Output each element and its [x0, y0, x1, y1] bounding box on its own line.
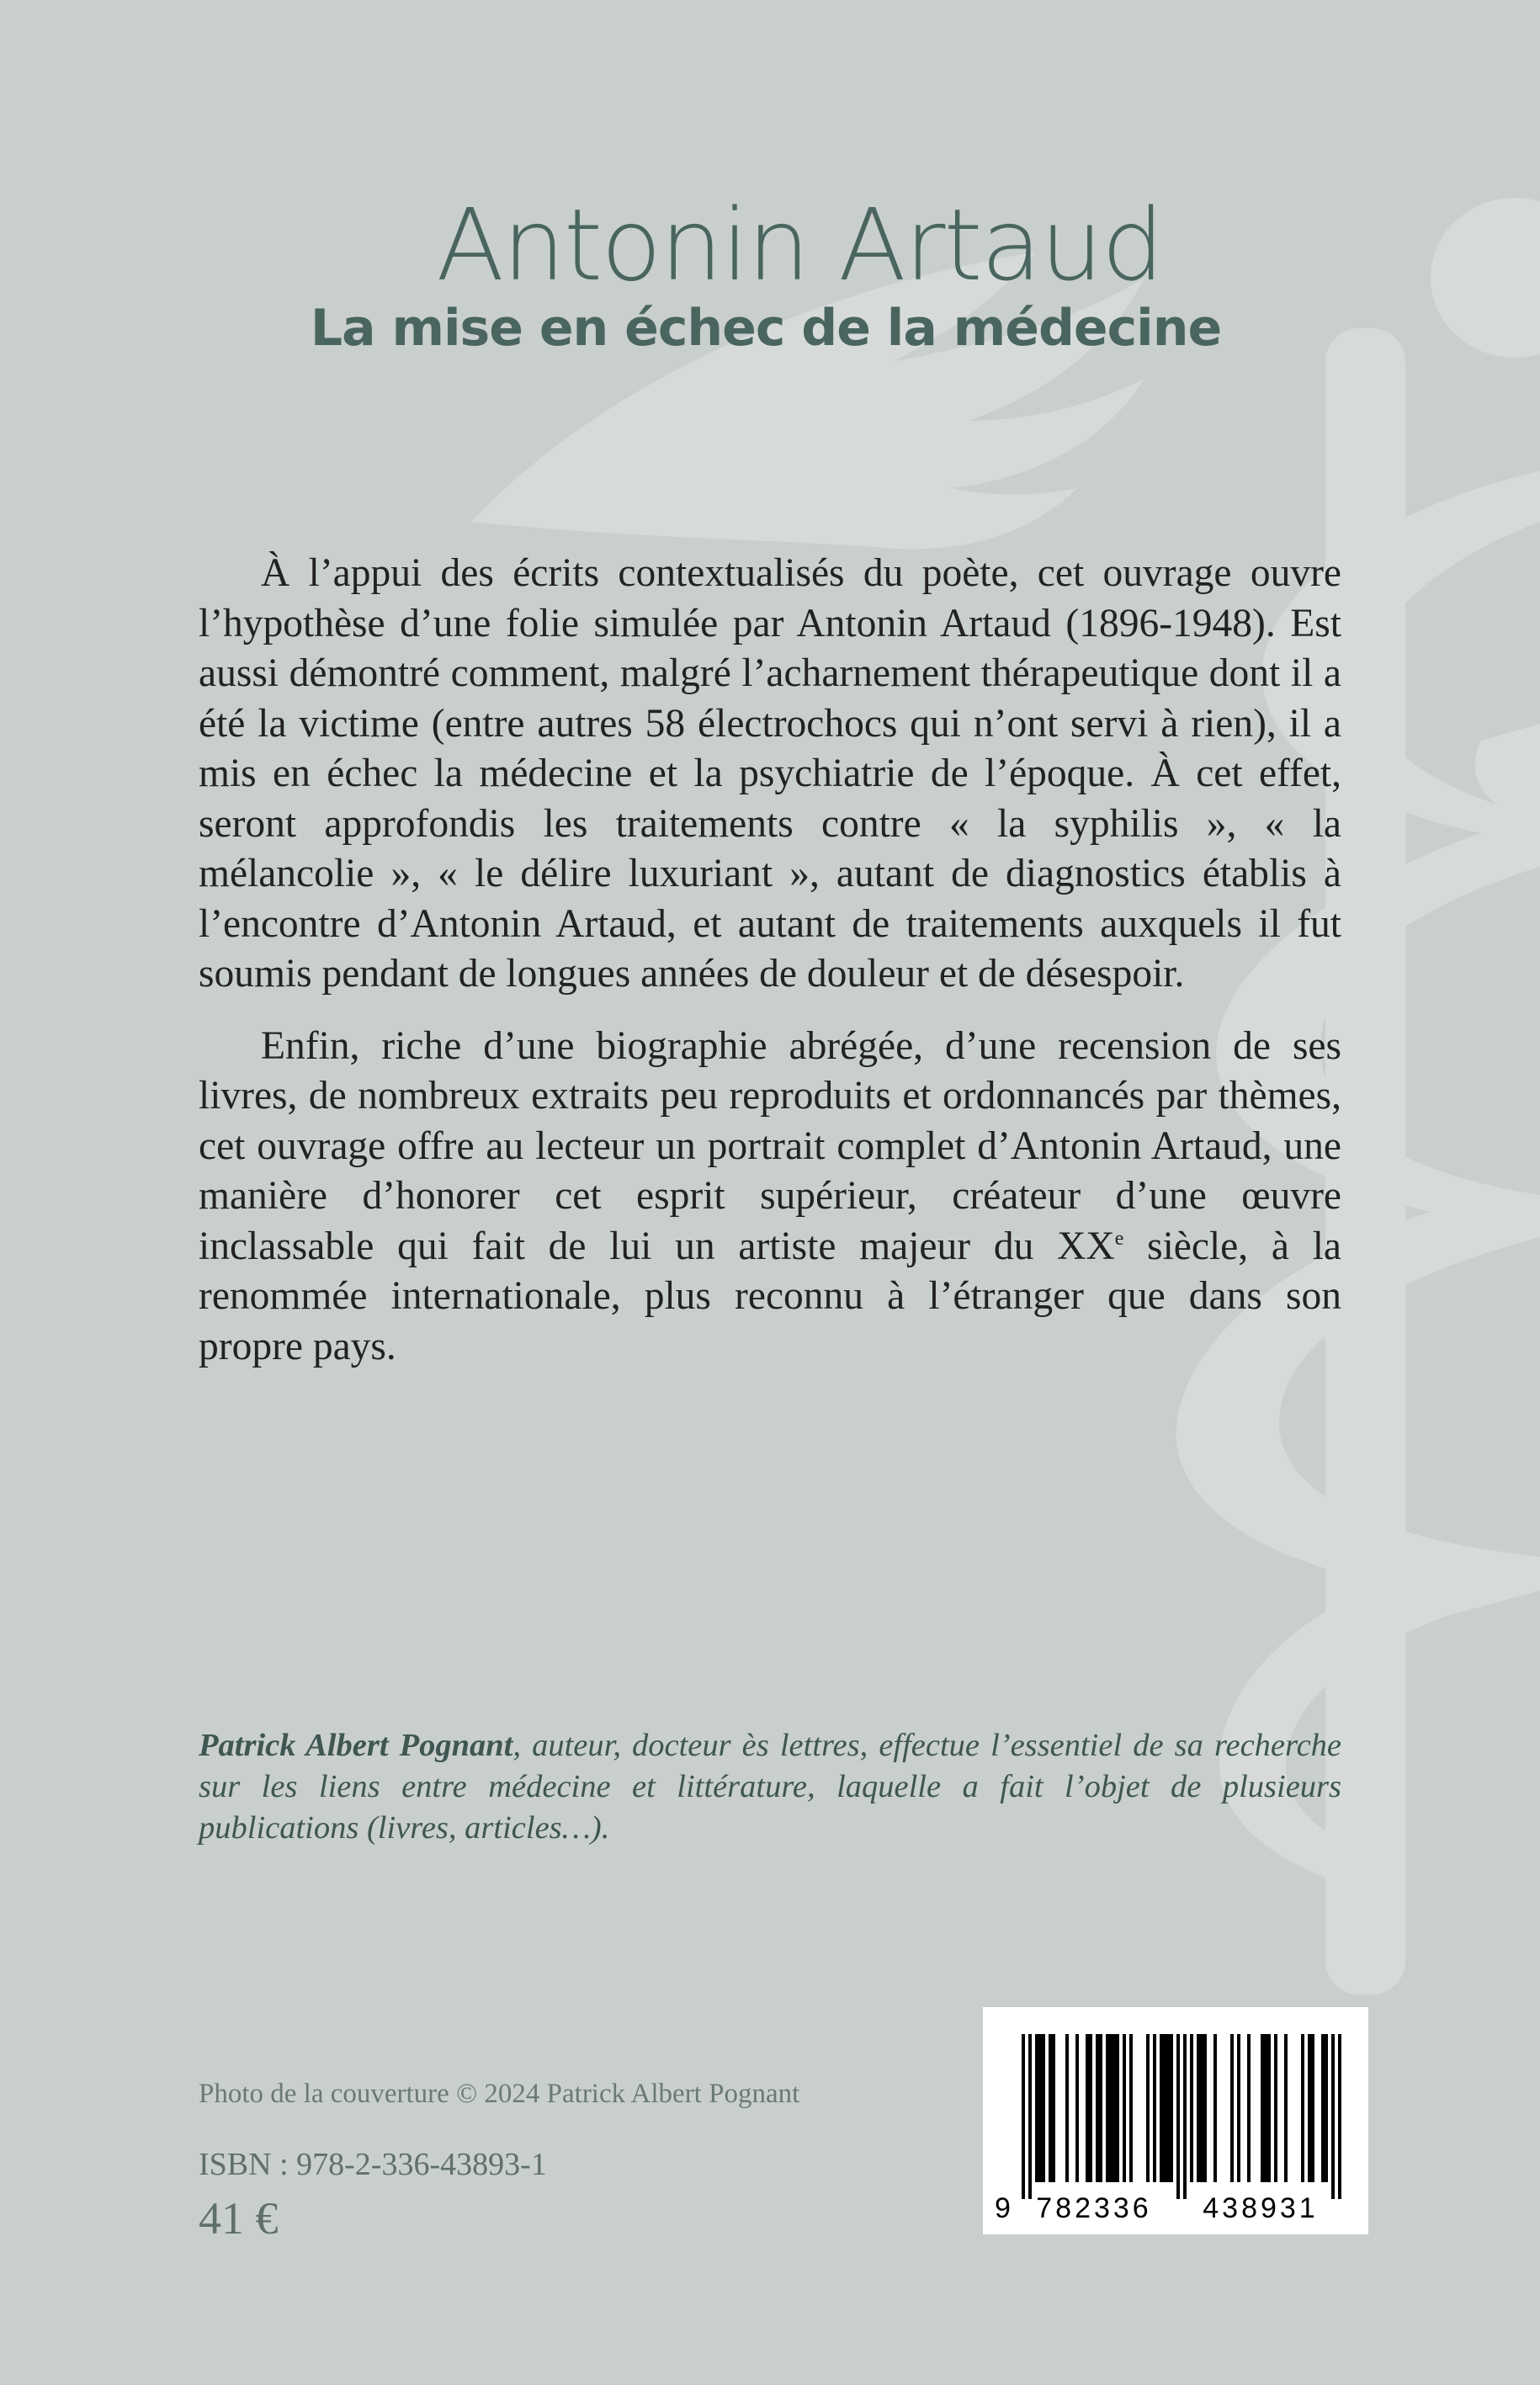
blurb-paragraph-1: À l’appui des écrits contextualisés du poète, cet ouvrage ouvre l’hypothèse d’une folie simulée par Antonin Artaud (1896-1948). Est aussi démontré comment, malgré l’acharnement thérapeutique dont il a été la victime (entre autres 58 électrochocs qui n’ont servi à rien), il a mis en échec la médecine et la psychiatrie de l’époque. À cet effet, seront approfondis les traitements contre « la syphilis », « la mélancolie », « le délire luxuriant », autant de diagnostics établis à l’encontre d’Antonin Artaud, et autant de traitements auxquels il fut soumis pendant de longues années de douleur et de désespoir. [199, 551, 1341, 996]
book-title: Antonin Artaud [436, 187, 1163, 303]
barcode-bar [1321, 2034, 1325, 2182]
barcode-bar [1052, 2034, 1055, 2182]
author-bio [199, 1725, 1341, 1849]
isbn: ISBN : 978-2-336-43893-1 [199, 2147, 547, 2182]
barcode-bar [1160, 2034, 1163, 2182]
barcode-bar [1086, 2034, 1089, 2182]
blurb-paragraph-2-start: Enfin, riche d’une biographie abrégée, d’une recension de ses livres, de nombreux extraits peu reproduits et ordonnancés par thèmes, cet ouvrage offre au lecteur un portrait complet d’Antonin Artaud, une manière d’honorer cet esprit supérieur, créateur d’une œuvre inclassable qui fait de lui un artiste majeur du XX [199, 1023, 1341, 1268]
barcode-bar [1106, 2034, 1109, 2182]
barcode-lead-digit: 9 [995, 2192, 1011, 2224]
barcode-bar [1274, 2034, 1277, 2182]
barcode-bar [1153, 2034, 1156, 2182]
photo-credit: Photo de la couverture © 2024 Patrick Albert Pognant [199, 2079, 800, 2109]
barcode-bar [1035, 2034, 1038, 2182]
staff-knob [1431, 198, 1540, 358]
barcode-bar [1099, 2034, 1102, 2182]
barcode-bar [1308, 2034, 1311, 2182]
century-superscript: e [1114, 1227, 1124, 1250]
barcode-bar [1123, 2034, 1126, 2182]
barcode-bar [1166, 2034, 1170, 2182]
barcode-bar [1065, 2034, 1069, 2182]
barcode-left-digits: 782336 [1036, 2192, 1152, 2224]
barcode-bar [1113, 2034, 1116, 2182]
barcode-bar [1200, 2034, 1203, 2182]
barcode-bar [1301, 2034, 1304, 2182]
barcode-bar [1028, 2034, 1032, 2199]
barcode-bar [1038, 2034, 1042, 2182]
barcode-bar [1267, 2034, 1271, 2182]
barcode [983, 2007, 1368, 2234]
book-subtitle: La mise en échec de la médecine [310, 299, 1222, 358]
barcode-bar [1190, 2034, 1193, 2182]
barcode-bar [1129, 2034, 1133, 2182]
barcode-bar [1109, 2034, 1113, 2182]
barcode-bar [1325, 2034, 1328, 2182]
barcode-bar [1311, 2034, 1314, 2182]
price: 41 € [199, 2193, 279, 2244]
barcode-right-digits: 438931 [1203, 2192, 1319, 2224]
barcode-bar [1022, 2034, 1025, 2199]
author-bio-text: , auteur, docteur ès lettres, effectue l’essentiel de sa recherche sur les liens entre médecine et littérature, laquelle a fait l’objet de plusieurs publications (livres, articles…). [199, 1728, 1341, 1846]
barcode-bar [1146, 2034, 1150, 2182]
barcode-bar [1176, 2034, 1180, 2199]
barcode-bar [1183, 2034, 1187, 2199]
barcode-bar [1264, 2034, 1267, 2182]
barcode-bar [1203, 2034, 1207, 2182]
blurb-paragraph-2 [199, 1022, 1341, 1373]
barcode-bar [1213, 2034, 1217, 2182]
barcode-bar [1261, 2034, 1264, 2182]
barcode-bar [1230, 2034, 1234, 2182]
blurb-paragraph-2-end: siècle, à la renommée internationale, plus reconnu à l’étranger que dans son propre pays. [199, 1224, 1341, 1368]
barcode-bar [1116, 2034, 1119, 2182]
author-name: Patrick Albert Pognant [199, 1728, 513, 1763]
barcode-bar [1197, 2034, 1200, 2182]
barcode-bar [1075, 2034, 1079, 2182]
barcode-bar [1338, 2034, 1341, 2199]
barcode-bar [1089, 2034, 1092, 2182]
barcode-bar [1049, 2034, 1052, 2182]
barcode-bar [1096, 2034, 1099, 2182]
barcode-bar [1284, 2034, 1288, 2182]
barcode-bar [1331, 2034, 1335, 2199]
barcode-bar [1247, 2034, 1251, 2182]
barcode-bar [1170, 2034, 1173, 2182]
barcode-bar [1163, 2034, 1166, 2182]
barcode-bar [1237, 2034, 1240, 2182]
blurb [199, 549, 1341, 1394]
barcode-graphic [983, 2007, 1368, 2234]
barcode-bar [1042, 2034, 1045, 2182]
